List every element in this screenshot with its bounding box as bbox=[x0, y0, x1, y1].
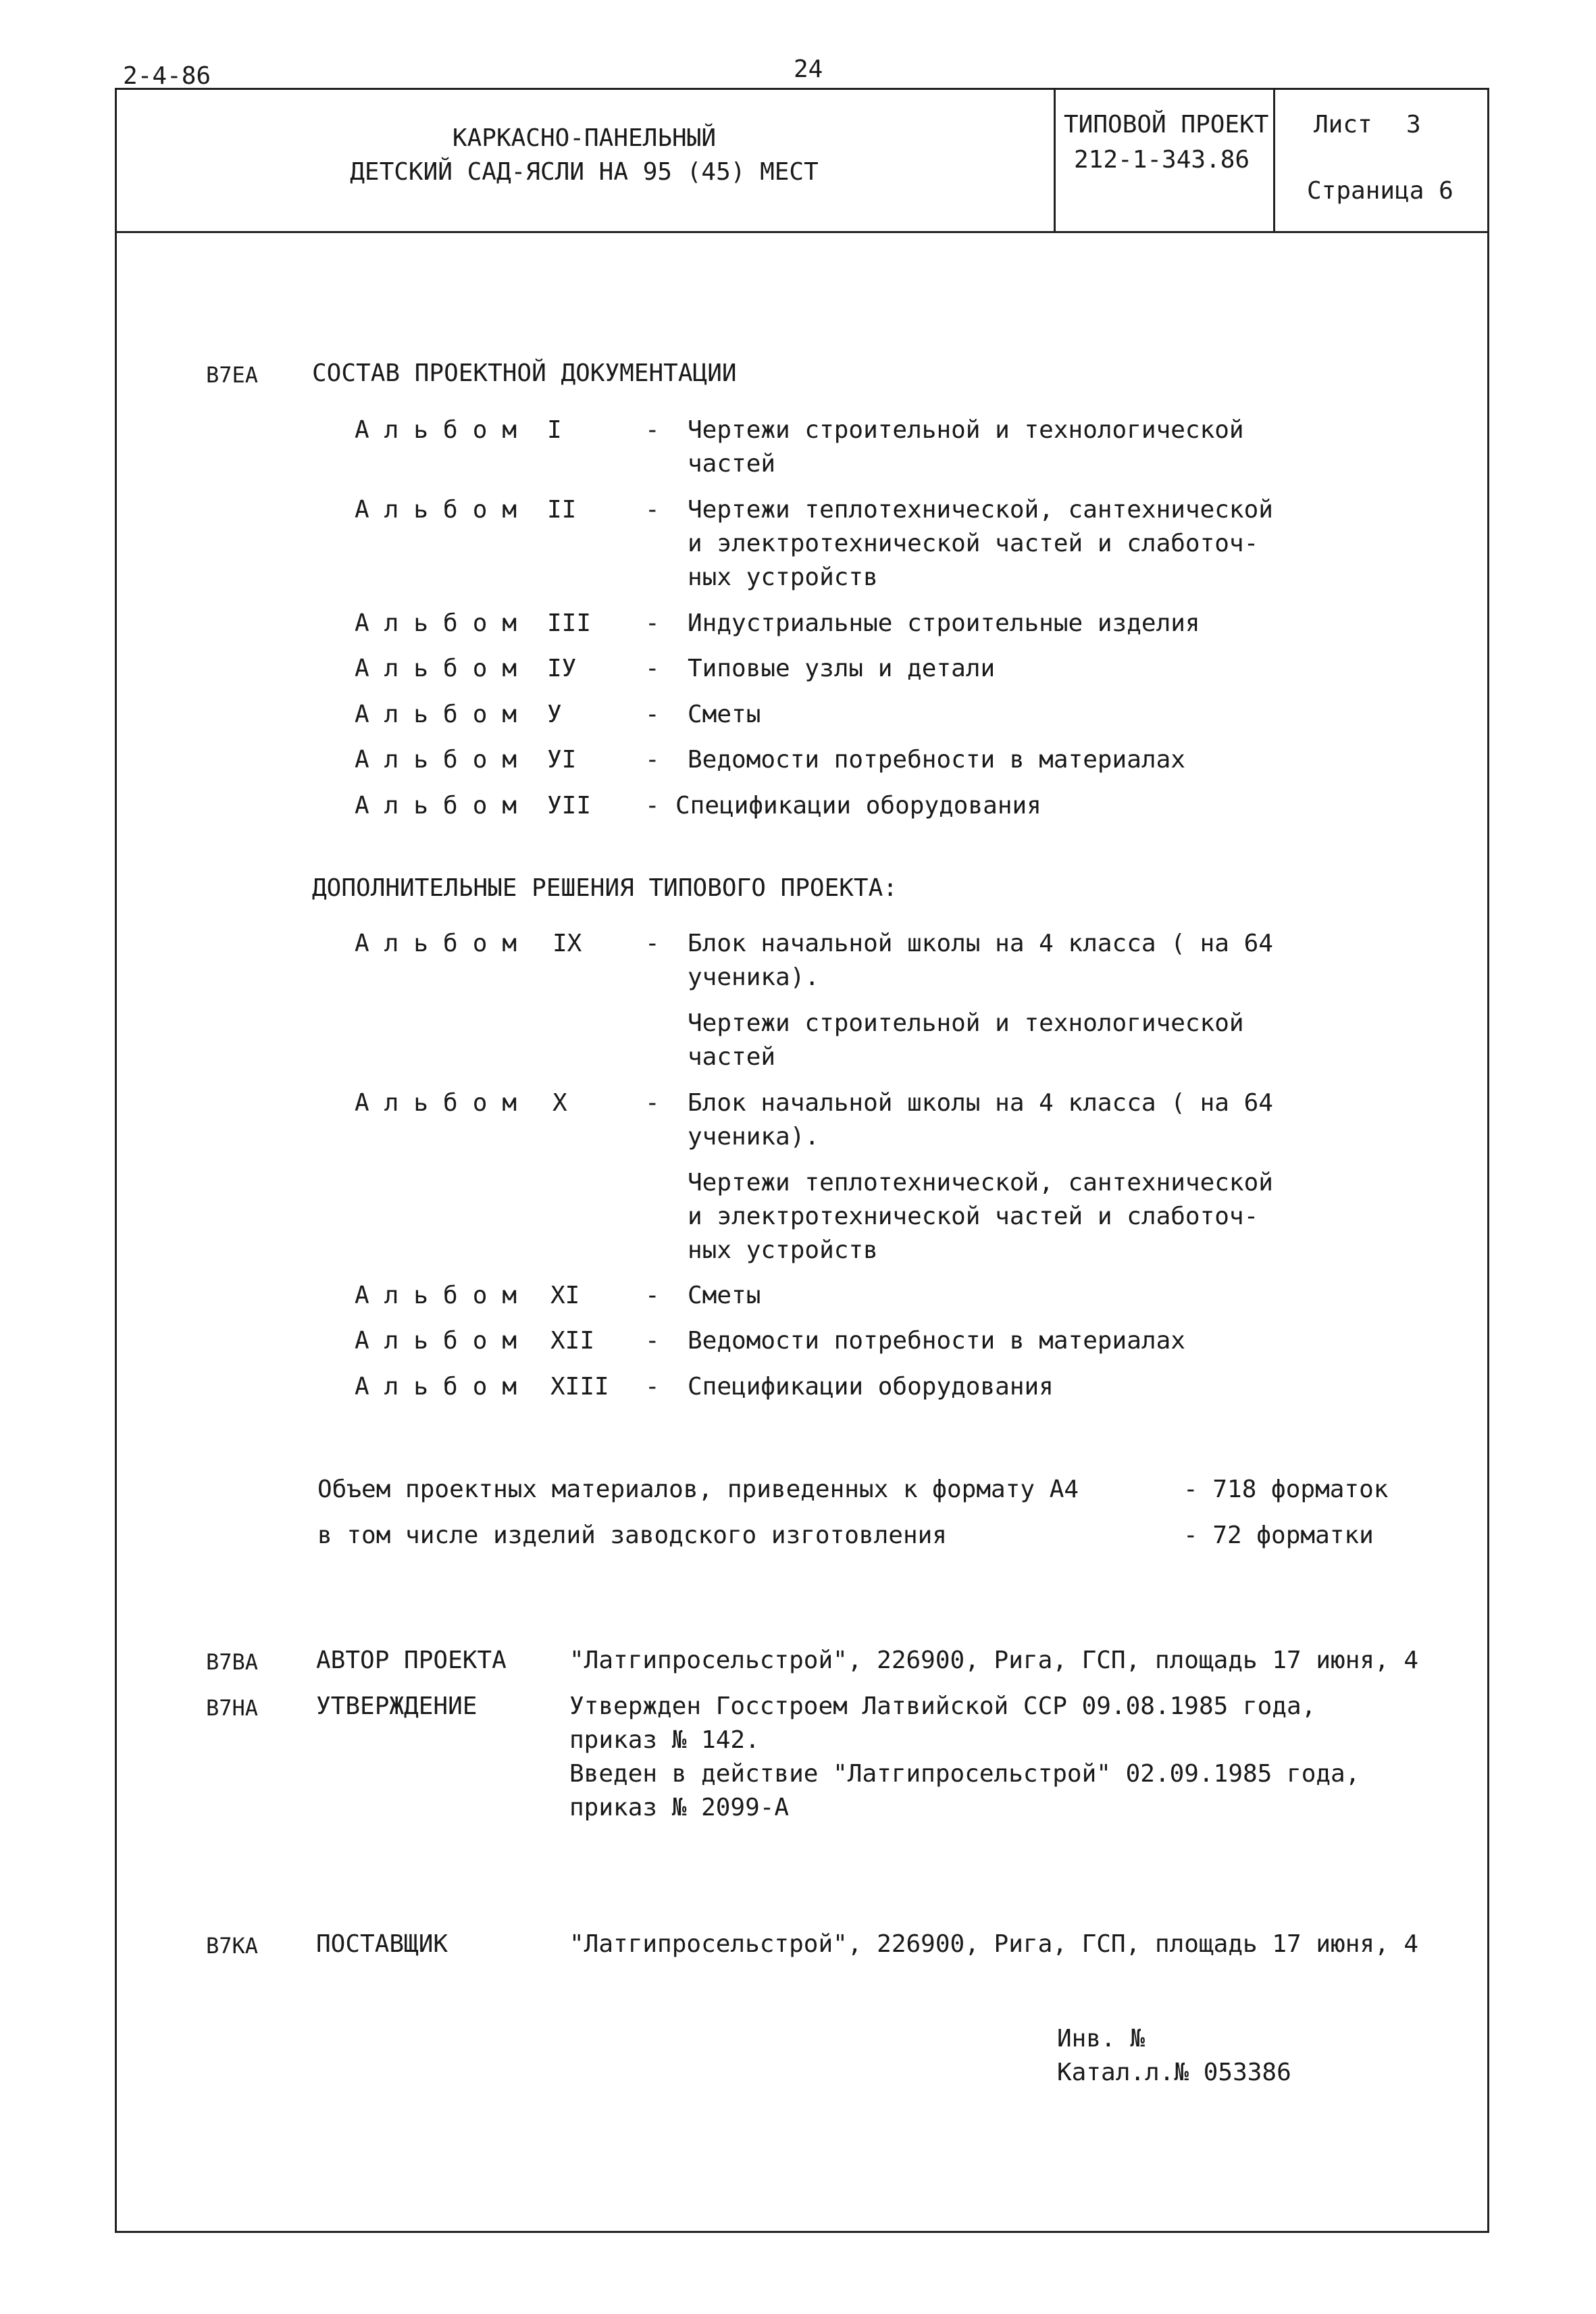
factory-items-label: в том числе изделий заводского изготовления bbox=[317, 1521, 947, 1549]
volume-label: Объем проектных материалов, приведенных к формату А4 bbox=[317, 1476, 1079, 1503]
factory-items-value: - 72 форматки bbox=[1183, 1521, 1374, 1549]
album-desc-line: Сметы bbox=[688, 1282, 761, 1309]
album-desc-line: Чертежи строительной и технологической bbox=[688, 416, 1244, 444]
additional-title: ДОПОЛНИТЕЛЬНЫЕ РЕШЕНИЯ ТИПОВОГО ПРОЕКТА: bbox=[312, 874, 898, 902]
page-number: 24 bbox=[794, 55, 823, 83]
title-block-separator-2 bbox=[1273, 88, 1275, 231]
supplier-code: В7КА bbox=[206, 1933, 259, 1959]
project-label: ТИПОВОЙ ПРОЕКТ bbox=[1064, 111, 1269, 139]
album-word: Альбом bbox=[355, 701, 532, 728]
sheet-number: 3 bbox=[1406, 111, 1421, 139]
date-note: 2-4-86 bbox=[123, 62, 211, 90]
album-word: Альбом bbox=[355, 496, 532, 524]
page-frame bbox=[115, 88, 1489, 2233]
album-dash: - bbox=[645, 416, 660, 444]
supplier-text: "Латгипросельстрой", 226900, Рига, ГСП, площадь 17 июня, 4 bbox=[569, 1930, 1419, 1958]
project-number: 212-1-343.86 bbox=[1074, 146, 1250, 174]
album-word: Альбом bbox=[355, 792, 532, 820]
album-word: Альбом bbox=[355, 930, 532, 957]
album-word: Альбом bbox=[355, 1373, 532, 1401]
album-word: Альбом bbox=[355, 609, 532, 637]
album-word: Альбом bbox=[355, 1327, 532, 1355]
album-dash: - bbox=[645, 1327, 660, 1355]
document-title-line2: ДЕТСКИЙ САД-ЯСЛИ НА 95 (45) МЕСТ bbox=[350, 158, 819, 186]
album-number: II bbox=[547, 496, 577, 524]
album-desc-line: ных устройств bbox=[688, 1236, 878, 1264]
title-block-divider bbox=[115, 231, 1489, 233]
album-dash: - bbox=[645, 792, 660, 820]
album-dash: - bbox=[645, 1373, 660, 1401]
album-desc-line: и электротехнической частей и слаботоч- bbox=[688, 530, 1259, 557]
album-desc-line: Индустриальные строительные изделия bbox=[688, 609, 1200, 637]
album-desc-line: ных устройств bbox=[688, 563, 878, 591]
document-title-line1: КАРКАСНО-ПАНЕЛЬНЫЙ bbox=[452, 124, 717, 152]
album-desc-line: Чертежи теплотехнической, сантехнической bbox=[688, 1169, 1273, 1197]
album-dash: - bbox=[645, 930, 660, 957]
album-number: III bbox=[547, 609, 592, 637]
approval-line: Утвержден Госстроем Латвийской ССР 09.08.1985 года, bbox=[569, 1692, 1316, 1720]
approval-line: приказ № 2099-А bbox=[569, 1794, 790, 1821]
album-desc-line: Блок начальной школы на 4 класса ( на 64 bbox=[688, 1089, 1273, 1117]
inventory-number: Инв. № bbox=[1057, 2025, 1145, 2053]
album-desc-line: Блок начальной школы на 4 класса ( на 64 bbox=[688, 930, 1273, 957]
supplier-label: ПОСТАВЩИК bbox=[316, 1930, 448, 1958]
album-number: УII bbox=[547, 792, 592, 820]
album-dash: - bbox=[645, 496, 660, 524]
album-desc-line: частей bbox=[688, 1043, 776, 1071]
album-word: Альбом bbox=[355, 416, 532, 444]
approval-line: Введен в действие "Латгипросельстрой" 02.09.1985 года, bbox=[569, 1760, 1360, 1788]
volume-value: - 718 форматок bbox=[1183, 1476, 1389, 1503]
album-desc-line: Ведомости потребности в материалах bbox=[688, 746, 1185, 774]
album-desc-line: Ведомости потребности в материалах bbox=[688, 1327, 1185, 1355]
author-label: АВТОР ПРОЕКТА bbox=[316, 1646, 507, 1674]
album-number: XIII bbox=[550, 1373, 609, 1401]
catalog-number: Катал.л.№ 053386 bbox=[1057, 2059, 1291, 2086]
album-dash: - bbox=[645, 655, 660, 682]
page-label: Страница 6 bbox=[1307, 177, 1453, 205]
approval-code: В7НА bbox=[206, 1695, 259, 1721]
album-dash: - bbox=[645, 746, 660, 774]
album-word: Альбом bbox=[355, 1089, 532, 1117]
album-desc-line: Спецификации оборудования bbox=[675, 792, 1041, 820]
album-word: Альбом bbox=[355, 1282, 532, 1309]
album-number: IУ bbox=[547, 655, 577, 682]
album-desc-line: ученика). bbox=[688, 963, 820, 991]
album-number: УI bbox=[547, 746, 577, 774]
album-number: У bbox=[547, 701, 562, 728]
album-dash: - bbox=[645, 609, 660, 637]
section-title: СОСТАВ ПРОЕКТНОЙ ДОКУМЕНТАЦИИ bbox=[312, 359, 737, 387]
album-desc-line: Типовые узлы и детали bbox=[688, 655, 996, 682]
album-desc-line: частей bbox=[688, 450, 776, 478]
album-desc-line: Чертежи строительной и технологической bbox=[688, 1009, 1244, 1037]
album-desc-line: Чертежи теплотехнической, сантехнической bbox=[688, 496, 1273, 524]
author-text: "Латгипросельстрой", 226900, Рига, ГСП, площадь 17 июня, 4 bbox=[569, 1646, 1419, 1674]
album-number: X bbox=[552, 1089, 567, 1117]
section-code: В7ЕА bbox=[206, 362, 259, 388]
title-block-separator-1 bbox=[1054, 88, 1056, 231]
album-number: I bbox=[547, 416, 562, 444]
sheet-label: Лист bbox=[1314, 111, 1372, 139]
album-word: Альбом bbox=[355, 655, 532, 682]
album-desc-line: Сметы bbox=[688, 701, 761, 728]
album-desc-line: Спецификации оборудования bbox=[688, 1373, 1054, 1401]
approval-label: УТВЕРЖДЕНИЕ bbox=[316, 1692, 478, 1720]
album-desc-line: ученика). bbox=[688, 1123, 820, 1151]
album-desc-line: и электротехнической частей и слаботоч- bbox=[688, 1203, 1259, 1230]
album-dash: - bbox=[645, 1089, 660, 1117]
album-number: XI bbox=[550, 1282, 580, 1309]
album-dash: - bbox=[645, 701, 660, 728]
album-number: XII bbox=[550, 1327, 595, 1355]
album-dash: - bbox=[645, 1282, 660, 1309]
author-code: В7ВА bbox=[206, 1649, 259, 1675]
album-word: Альбом bbox=[355, 746, 532, 774]
approval-line: приказ № 142. bbox=[569, 1726, 760, 1754]
album-number: IX bbox=[552, 930, 582, 957]
